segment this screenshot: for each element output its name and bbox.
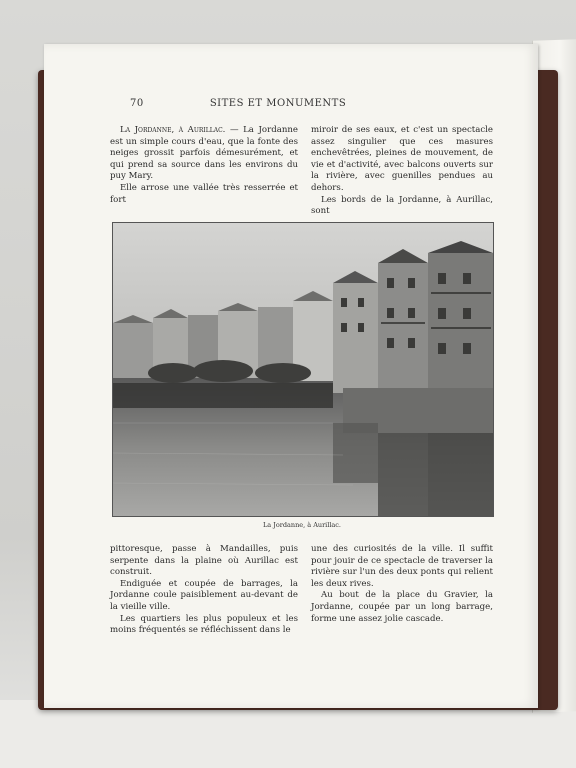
photo-illustration bbox=[113, 223, 493, 516]
section-title: SITES ET MONUMENTS bbox=[209, 98, 347, 109]
table-surface bbox=[0, 700, 576, 768]
paragraph: pittoresque, passe à Mandailles, puis serpente dans la plaine où Aurillac est construit. bbox=[110, 544, 298, 578]
river-photograph bbox=[112, 222, 494, 517]
text-column-top-right bbox=[311, 125, 493, 218]
text-column-top-left bbox=[110, 125, 298, 206]
text-column-bottom-left bbox=[110, 544, 298, 637]
paragraph: Au bout de la place du Gravier, la Jordanne, coupée par un long barrage, forme une assez jolie cascade. bbox=[311, 590, 493, 624]
running-head bbox=[78, 98, 478, 114]
page-number: 70 bbox=[130, 98, 144, 109]
paragraph: miroir de ses eaux, et c'est un spectacle assez singulier que ces masures enchevêtrées, pleines de mouvement, de vie et d'activité, avec balcons ouverts sur la rivière, avec guenilles pendues au dehors. bbox=[311, 125, 493, 193]
lead-in: La Jordanne, à Aurillac. bbox=[120, 125, 226, 135]
paragraph: Endiguée et coupée de barrages, la Jordanne coule paisiblement au-devant de la vieille ville. bbox=[110, 578, 298, 612]
paragraph bbox=[110, 125, 298, 183]
text-column-bottom-right bbox=[311, 544, 493, 625]
paragraph: Les quartiers les plus populeux et les moins fréquentés se réfléchissent dans le bbox=[110, 613, 298, 636]
paragraph-text: — La Jordanne est un simple cours d'eau, que la fonte des neiges grossit parfois démesurément, et qui prend sa source dans les environs du puy Mary. bbox=[110, 125, 298, 182]
paragraph: Elle arrose une vallée très resserrée et fort bbox=[110, 182, 298, 205]
paragraph: Les bords de la Jordanne, à Aurillac, sont bbox=[311, 194, 493, 217]
paragraph: une des curiosités de la ville. Il suffit pour jouir de ce spectacle de traverser la rivière sur l'un des deux ponts qui relient les deux rives. bbox=[311, 544, 493, 589]
figure-caption: La Jordanne, à Aurillac. bbox=[262, 521, 342, 529]
